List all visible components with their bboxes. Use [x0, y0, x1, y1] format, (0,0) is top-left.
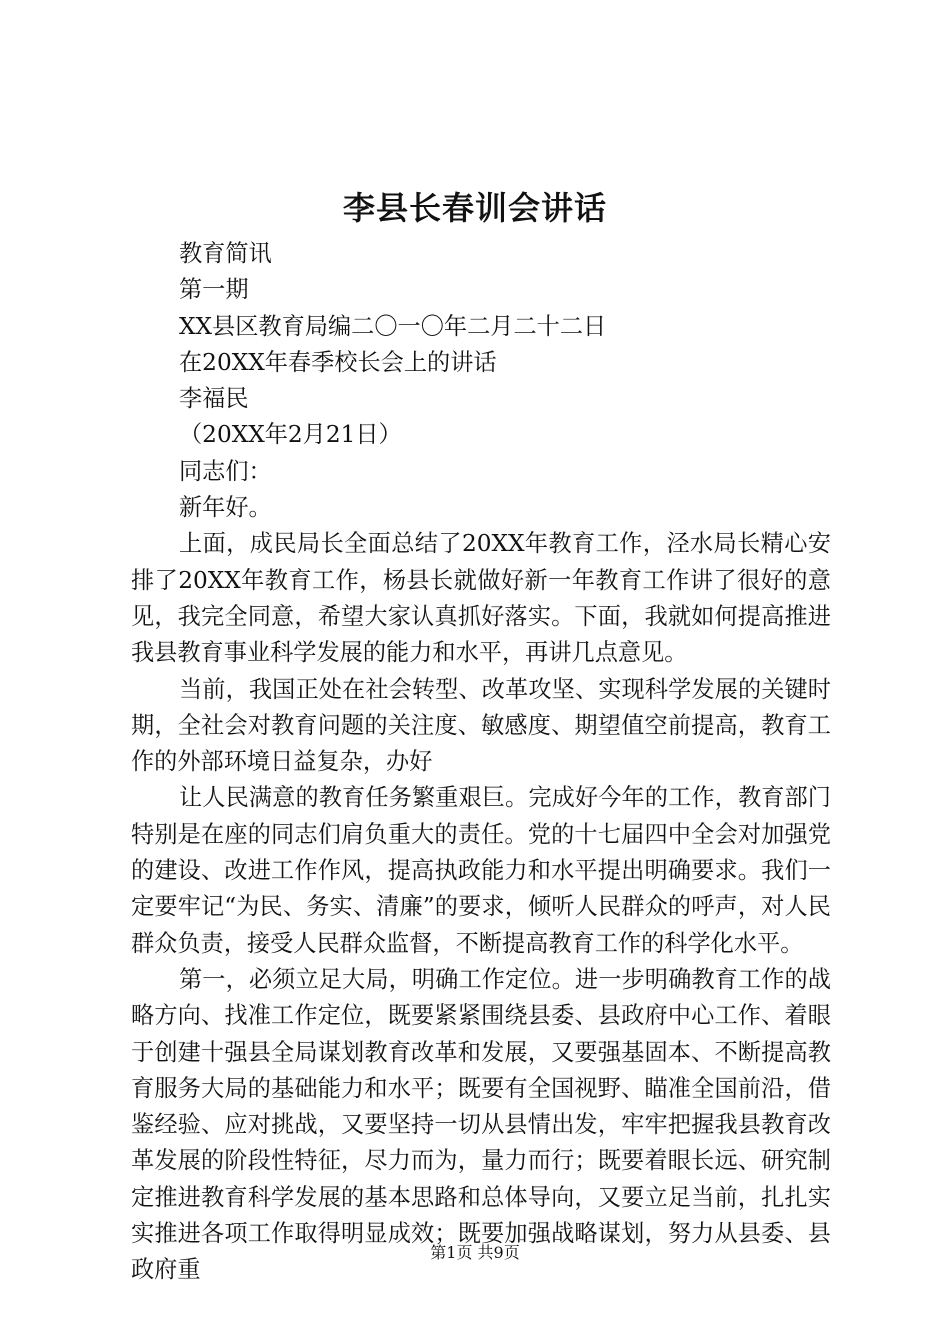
greeting: 新年好。 [179, 494, 272, 522]
speaker-name: 李福民 [179, 385, 249, 413]
newsletter-name: 教育简讯 [179, 240, 272, 267]
body-paragraph: 让人民满意的教育任务繁重艰巨。完成好今年的工作，教育部门特别是在座的同志们肩负重大的责任。党的十七届四中全会对加强党的建设、改进工作作风，提高执政能力和水平提出明确要求。我们一定要牢记“为民、务实、清廉”的要求，倾听人民群众的呼声，对人民群众负责，接受人民群众监督，不断提高教育工作的科学化水平。 [131, 784, 831, 957]
document-title: 李县长春训会讲话 [342, 189, 607, 227]
speech-date: （20XX年2月21日） [179, 421, 402, 449]
page-footer: 第1页 共9页 [430, 1243, 520, 1262]
body-paragraph: 上面，成民局长全面总结了20XX年教育工作，泾水局长精心安排了20XX年教育工作，杨县长就做好新一年教育工作讲了很好的意见，我完全同意，希望大家认真抓好落实。下面，我就如何提高推进我县教育事业科学发展的能力和水平，再讲几点意见。 [131, 530, 831, 667]
salutation: 同志们： [179, 457, 272, 485]
issue-number: 第一期 [179, 276, 249, 304]
body-paragraph: 第一，必须立足大局，明确工作定位。进一步明确教育工作的战略方向、找准工作定位，既要紧紧围绕县委、县政府中心工作、着眼于创建十强县全局谋划教育改革和发展，又要强基固本、不断提高教育服务大局的基础能力和水平；既要有全国视野、瞄准全国前沿，借鉴经验、应对挑战，又要坚持一切从县情出发，牢牢把握我县教育改革发展的阶段性特征，尽力而为，量力而行；既要着眼长远、研究制定推进教育科学发展的基本思路和总体导向，又要立足当前，扎扎实实推进各项工作取得明显成效；既要加强战略谋划，努力从县委、县政府重 [131, 965, 831, 1284]
body-paragraph: 当前，我国正处在社会转型、改革攻坚、实现科学发展的关键时期，全社会对教育问题的关注度、敏感度、期望值空前提高，教育工作的外部环境日益复杂，办好 [131, 675, 831, 776]
editor-date-line: XX县区教育局编二〇一〇年二月二十二日 [179, 312, 607, 340]
document-body [131, 236, 831, 1289]
speech-title: 在20XX年春季校长会上的讲话 [179, 348, 497, 376]
